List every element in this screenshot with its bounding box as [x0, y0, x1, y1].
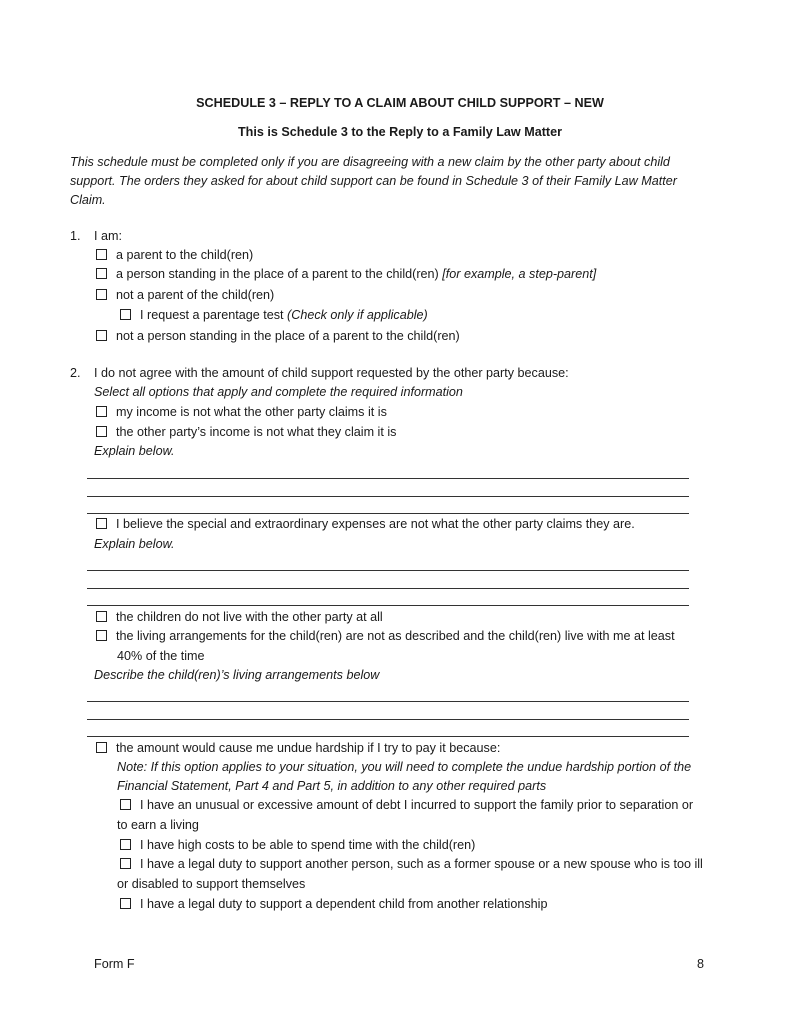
q2-number: 2. [70, 366, 81, 380]
q1-option-parent[interactable]: a parent to the child(ren) [96, 247, 253, 263]
answer-line[interactable] [87, 496, 689, 497]
hardship-option-debt[interactable]: I have an unusual or excessive amount of debt I incurred to support the family prior to separation or [120, 797, 693, 813]
checkbox-legal-duty-person[interactable] [120, 858, 131, 869]
checkbox-my-income[interactable] [96, 406, 107, 417]
hardship-option-dependent-child[interactable]: I have a legal duty to support a dependent child from another relationship [120, 896, 547, 912]
answer-line[interactable] [87, 719, 689, 720]
answer-line[interactable] [87, 478, 689, 479]
intro-line-3: Claim. [70, 193, 106, 207]
checkbox-living-arrangements[interactable] [96, 630, 107, 641]
explain-label-2: Explain below. [94, 537, 175, 551]
checkbox-dependent-child[interactable] [120, 898, 131, 909]
checkbox-parent[interactable] [96, 249, 107, 260]
q2-option-my-income[interactable]: my income is not what the other party claims it is [96, 404, 387, 420]
q1-option-not-parent[interactable]: not a parent of the child(ren) [96, 287, 274, 303]
checkbox-not-standing-in-place[interactable] [96, 330, 107, 341]
hardship-option-high-costs[interactable]: I have high costs to be able to spend time with the child(ren) [120, 837, 475, 853]
answer-line[interactable] [87, 570, 689, 571]
q1-option-standing-in-place[interactable]: a person standing in the place of a parent to the child(ren) [for example, a step-parent] [96, 266, 596, 282]
q2-option-undue-hardship[interactable]: the amount would cause me undue hardship if I try to pay it because: [96, 740, 500, 756]
hardship-legal-duty-line-2: or disabled to support themselves [117, 877, 306, 891]
page-subtitle: This is Schedule 3 to the Reply to a Family Law Matter [237, 125, 562, 139]
q1-option-not-standing-in-place[interactable]: not a person standing in the place of a parent to the child(ren) [96, 328, 460, 344]
footer-form-name: Form F [94, 957, 135, 971]
checkbox-standing-in-place[interactable] [96, 268, 107, 279]
answer-line[interactable] [87, 605, 689, 606]
checkbox-undue-hardship[interactable] [96, 742, 107, 753]
living-arrangements-line-2: 40% of the time [117, 649, 205, 663]
checkbox-other-income[interactable] [96, 426, 107, 437]
hardship-note-line-1: Note: If this option applies to your situation, you will need to complete the undue hardship portion of the [117, 760, 692, 774]
explain-label-1: Explain below. [94, 444, 175, 458]
describe-label: Describe the child(ren)’s living arrangements below [94, 668, 380, 682]
answer-line[interactable] [87, 588, 689, 589]
q1-option-parentage-test[interactable]: I request a parentage test (Check only if applicable) [120, 307, 428, 323]
footer-page-number: 8 [697, 957, 705, 971]
checkbox-high-costs[interactable] [120, 839, 131, 850]
checkbox-not-living[interactable] [96, 611, 107, 622]
q2-option-other-income[interactable]: the other party’s income is not what they claim it is [96, 424, 396, 440]
answer-line[interactable] [87, 701, 689, 702]
page-title: SCHEDULE 3 – REPLY TO A CLAIM ABOUT CHILD SUPPORT – NEW [196, 96, 604, 110]
q1-label: I am: [94, 229, 122, 243]
q2-option-special-expenses[interactable]: I believe the special and extraordinary expenses are not what the other party claims they are. [96, 516, 635, 532]
answer-line[interactable] [87, 736, 689, 737]
intro-line-2: support. The orders they asked for about child support can be found in Schedule 3 of their Family Law Matter [70, 174, 677, 188]
q2-option-not-living[interactable]: the children do not live with the other party at all [96, 609, 383, 625]
checkbox-parentage-test[interactable] [120, 309, 131, 320]
q2-option-living-arrangements[interactable]: the living arrangements for the child(ren) are not as described and the child(ren) live with me at least [96, 628, 675, 644]
checkbox-not-parent[interactable] [96, 289, 107, 300]
q2-label: I do not agree with the amount of child support requested by the other party because: [94, 366, 569, 380]
q2-instruction: Select all options that apply and complete the required information [94, 385, 463, 399]
checkbox-debt[interactable] [120, 799, 131, 810]
intro-line-1: This schedule must be completed only if you are disagreeing with a new claim by the other party about child [70, 155, 670, 169]
checkbox-special-expenses[interactable] [96, 518, 107, 529]
answer-line[interactable] [87, 513, 689, 514]
q1-number: 1. [70, 229, 81, 243]
hardship-note-line-2: Financial Statement, Part 4 and Part 5, in addition to any other required parts [117, 779, 547, 793]
hardship-option-legal-duty-person[interactable]: I have a legal duty to support another person, such as a former spouse or a new spouse who is too ill [120, 856, 703, 872]
hardship-debt-line-2: to earn a living [117, 818, 199, 832]
